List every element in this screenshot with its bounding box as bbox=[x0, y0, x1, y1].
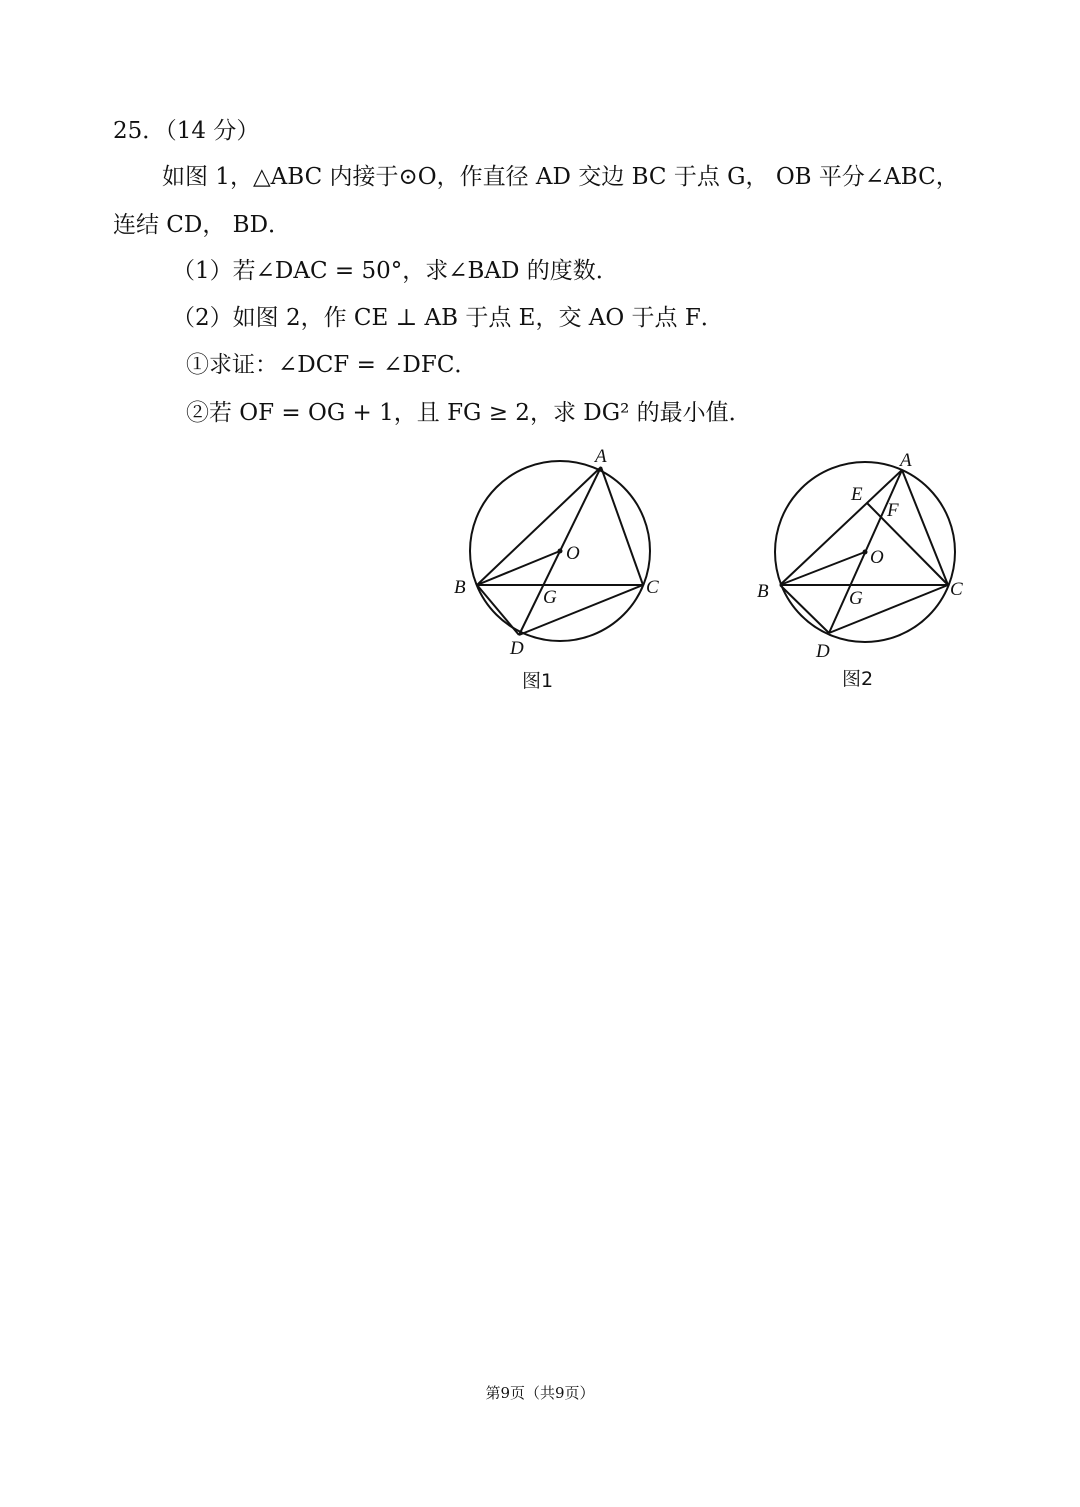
segment-cd bbox=[519, 585, 643, 635]
center-point bbox=[863, 550, 868, 555]
label-a: A bbox=[595, 446, 607, 467]
part-1: （1）若∠DAC = 50°，求∠BAD 的度数． bbox=[172, 258, 619, 284]
label-c: C bbox=[950, 579, 963, 600]
question-stem-line1: 如图 1，△ABC 内接于⊙O，作直径 AD 交边 BC 于点 G， OB 平分∠ABC， bbox=[162, 164, 959, 190]
center-point bbox=[558, 549, 563, 554]
segment-ce bbox=[867, 503, 948, 585]
label-a: A bbox=[900, 450, 912, 471]
figure-2 bbox=[745, 440, 985, 704]
figure-1-diagram bbox=[440, 440, 680, 700]
label-o: O bbox=[566, 543, 580, 564]
segment-ac bbox=[902, 470, 948, 585]
page-footer: 第9页（共9页） bbox=[485, 1384, 595, 1402]
question-stem-line2: 连结 CD， BD． bbox=[113, 212, 292, 238]
segment-ab bbox=[477, 467, 601, 585]
figure-1-caption: 图1 bbox=[522, 670, 554, 692]
question-number: 25．（14 分） bbox=[113, 118, 260, 144]
part-2-sub-2: ②若 OF = OG + 1，且 FG ≥ 2，求 DG² 的最小值． bbox=[186, 400, 752, 426]
part-2-sub-1: ①求证：∠DCF = ∠DFC． bbox=[186, 352, 478, 378]
label-b: B bbox=[757, 581, 769, 602]
label-e: E bbox=[851, 484, 863, 505]
part-2: （2）如图 2，作 CE ⊥ AB 于点 E，交 AO 于点 F． bbox=[172, 305, 724, 331]
segment-bd bbox=[780, 585, 829, 633]
figure-2-caption: 图2 bbox=[842, 668, 874, 690]
label-c: C bbox=[646, 577, 659, 598]
label-f: F bbox=[887, 500, 899, 521]
label-o: O bbox=[870, 547, 884, 568]
segment-ob bbox=[477, 551, 560, 585]
label-d: D bbox=[510, 638, 524, 659]
label-b: B bbox=[454, 577, 466, 598]
label-g: G bbox=[849, 588, 863, 609]
label-g: G bbox=[543, 587, 557, 608]
figure-2-diagram bbox=[745, 440, 985, 700]
figure-1 bbox=[440, 440, 680, 704]
segment-bd bbox=[477, 585, 519, 635]
label-d: D bbox=[816, 641, 830, 662]
